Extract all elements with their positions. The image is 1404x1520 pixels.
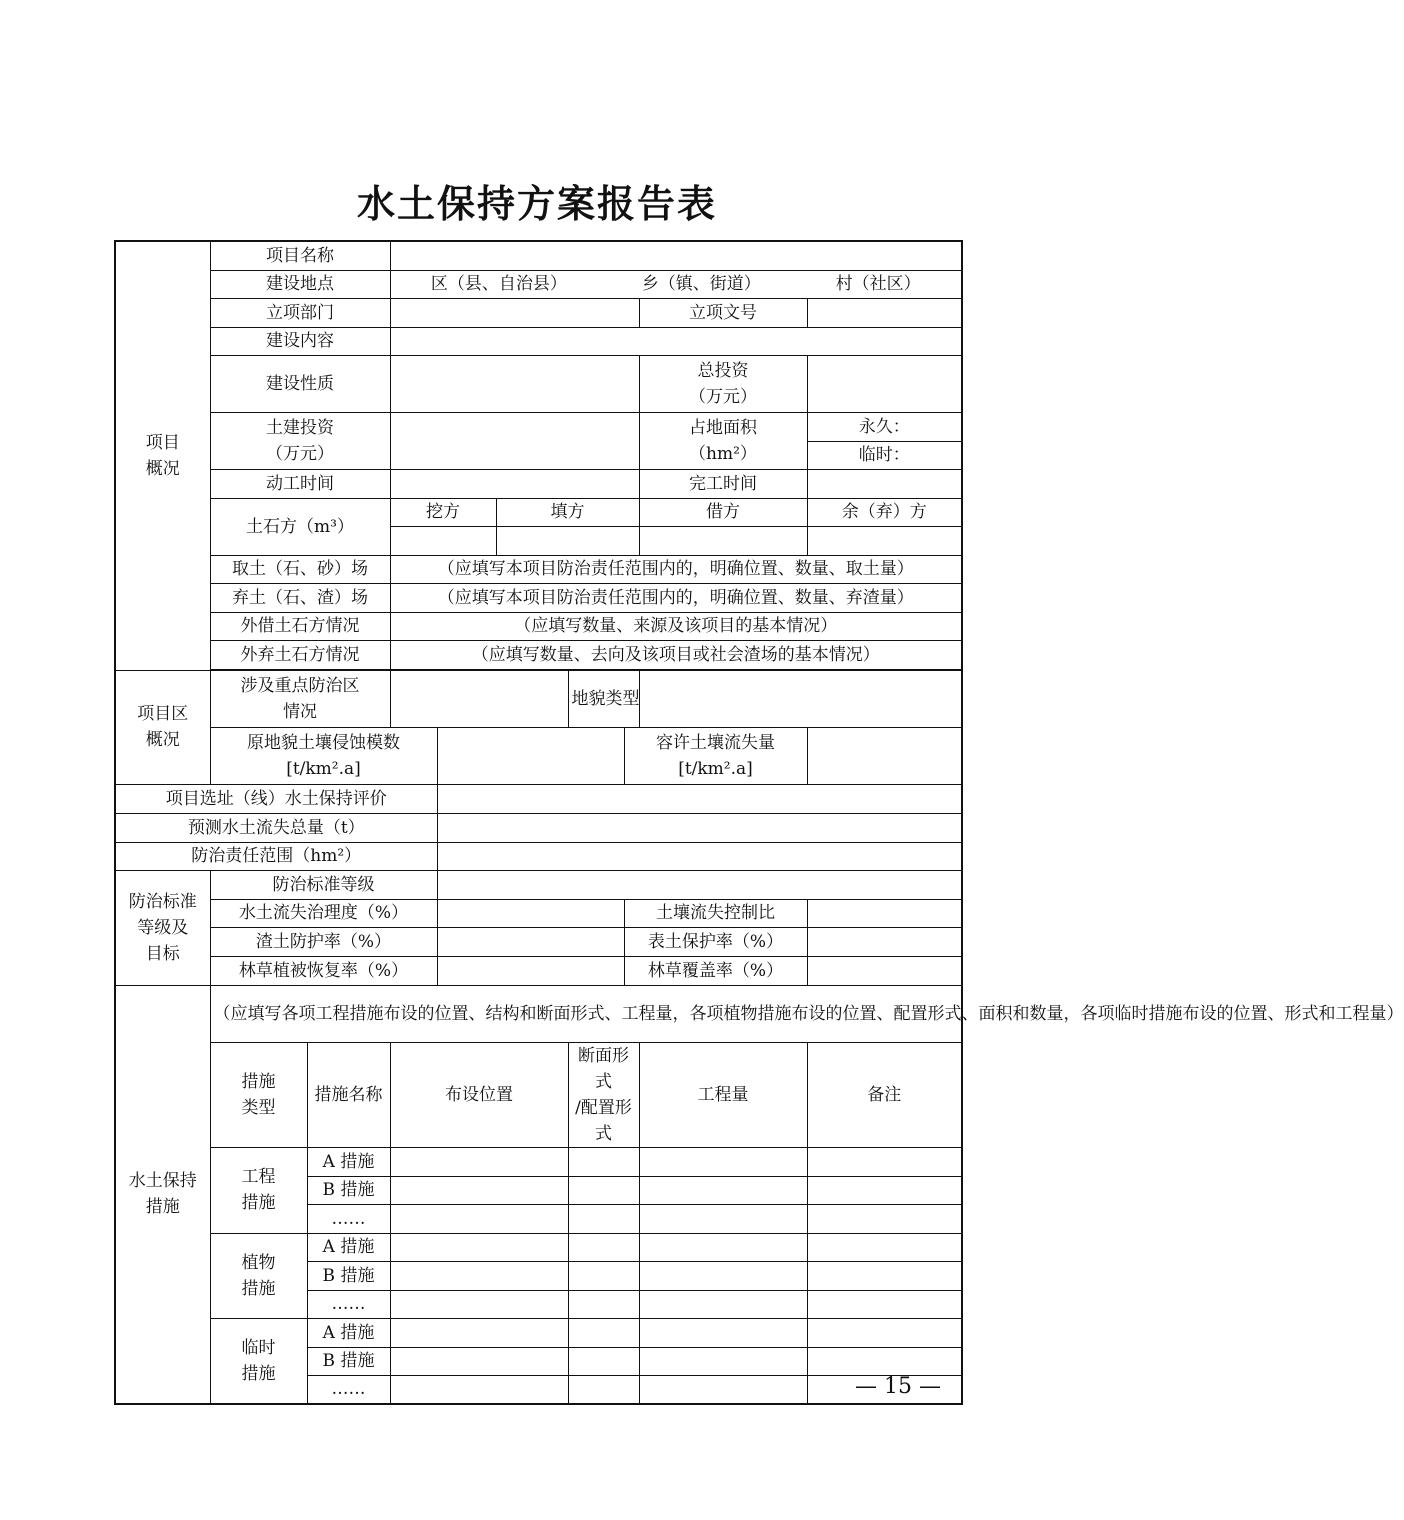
field-grade[interactable] (437, 870, 962, 899)
measure-cell[interactable] (568, 1261, 639, 1290)
header-waste: 余（弃）方 (807, 498, 962, 526)
measure-cell[interactable] (639, 1147, 807, 1176)
measure-cell[interactable] (568, 1290, 639, 1318)
measure-cell[interactable] (639, 1375, 807, 1404)
label-nature: 建设性质 (210, 355, 390, 412)
field-approval-no[interactable] (807, 298, 962, 327)
measure-type-plant: 植物 措施 (210, 1233, 307, 1318)
label-ext-spoil: 外弃土石方情况 (210, 640, 390, 669)
section-measures: 水土保持 措施 (115, 985, 210, 1404)
page-number: — 15 — (855, 1374, 941, 1399)
field-total-invest[interactable] (807, 355, 962, 412)
label-site-eval: 项目选址（线）水土保持评价 (115, 784, 437, 813)
field-project-name[interactable] (390, 241, 962, 270)
label-content: 建设内容 (210, 327, 390, 355)
field-waste[interactable] (807, 526, 962, 555)
section-project-overview: 项目 概况 (115, 241, 210, 670)
measure-cell[interactable] (568, 1233, 639, 1261)
field-civil-invest[interactable] (390, 412, 639, 469)
note-ext-borrow: （应填写数量、来源及该项目的基本情况） (390, 612, 962, 640)
label-civil-invest: 土建投资 （万元） (210, 412, 390, 469)
measure-cell[interactable] (807, 1147, 962, 1176)
label-location: 建设地点 (210, 270, 390, 298)
measure-cell[interactable] (568, 1375, 639, 1404)
location-district: 区（县、自治县） (430, 274, 567, 294)
note-measures: （应填写各项工程措施布设的位置、结构和断面形式、工程量，各项植物措施布设的位置、配置形式、面积和数量，各项临时措施布设的位置、形式和工程量） (210, 985, 962, 1042)
measure-cell[interactable] (568, 1347, 639, 1375)
field-start-time[interactable] (390, 469, 639, 498)
measure-item: B 措施 (307, 1176, 390, 1204)
label-spoil-site: 弃土（石、渣）场 (210, 583, 390, 612)
measure-item: A 措施 (307, 1233, 390, 1261)
label-approval-no: 立项文号 (639, 298, 807, 327)
measure-cell[interactable] (807, 1290, 962, 1318)
label-grade: 防治标准等级 (210, 870, 437, 899)
field-resp-range[interactable] (437, 842, 962, 870)
measure-type-temporary: 临时 措施 (210, 1318, 307, 1404)
label-borrow-site: 取土（石、砂）场 (210, 555, 390, 583)
label-start-time: 动工时间 (210, 469, 390, 498)
measure-cell[interactable] (390, 1347, 568, 1375)
measure-item: …… (307, 1204, 390, 1233)
field-fill[interactable] (496, 526, 639, 555)
header-position: 布设位置 (390, 1042, 568, 1147)
measure-cell[interactable] (639, 1204, 807, 1233)
report-form-table (114, 240, 1404, 1405)
measure-item: A 措施 (307, 1318, 390, 1347)
label-erosion-modulus: 原地貌土壤侵蚀模数 [t/km².a] (210, 727, 437, 784)
field-veg-cover[interactable] (807, 956, 962, 985)
measure-cell[interactable] (390, 1233, 568, 1261)
label-resp-range: 防治责任范围（hm²） (115, 842, 437, 870)
note-spoil-site: （应填写本项目防治责任范围内的，明确位置、数量、弃渣量） (390, 583, 962, 612)
field-key-zone[interactable] (390, 670, 568, 727)
measure-cell[interactable] (390, 1318, 568, 1347)
note-borrow-site: （应填写本项目防治责任范围内的，明确位置、数量、取土量） (390, 555, 962, 583)
label-loss-control-ratio: 土壤流失控制比 (624, 899, 807, 927)
label-predicted-loss: 预测水土流失总量（t） (115, 813, 437, 842)
measure-cell[interactable] (390, 1176, 568, 1204)
field-end-time[interactable] (807, 469, 962, 498)
measure-item: …… (307, 1375, 390, 1404)
field-borrow[interactable] (639, 526, 807, 555)
measure-item: …… (307, 1290, 390, 1318)
measure-cell[interactable] (568, 1176, 639, 1204)
field-site-eval[interactable] (437, 784, 962, 813)
measure-cell[interactable] (807, 1176, 962, 1204)
measure-item: B 措施 (307, 1347, 390, 1375)
measure-cell[interactable] (807, 1204, 962, 1233)
measure-cell[interactable] (390, 1147, 568, 1176)
measure-cell[interactable] (390, 1290, 568, 1318)
field-approval-dept[interactable] (390, 298, 639, 327)
label-end-time: 完工时间 (639, 469, 807, 498)
measure-cell[interactable] (639, 1318, 807, 1347)
measure-cell[interactable] (639, 1290, 807, 1318)
label-ext-borrow: 外借土石方情况 (210, 612, 390, 640)
header-borrow: 借方 (639, 498, 807, 526)
field-control-degree[interactable] (437, 899, 624, 927)
field-veg-restore[interactable] (437, 956, 624, 985)
label-allowable-loss: 容许土壤流失量 [t/km².a] (624, 727, 807, 784)
label-topsoil-protect: 表土保护率（%） (624, 927, 807, 956)
page-title: 水土保持方案报告表 (356, 181, 717, 226)
field-landform[interactable] (639, 670, 962, 727)
measure-cell[interactable] (568, 1147, 639, 1176)
field-location[interactable] (390, 270, 962, 298)
header-measure-type: 措施 类型 (210, 1042, 307, 1147)
measure-cell[interactable] (390, 1204, 568, 1233)
field-allowable-loss[interactable] (807, 727, 962, 784)
measure-cell[interactable] (390, 1261, 568, 1290)
measure-cell[interactable] (639, 1261, 807, 1290)
label-approval-dept: 立项部门 (210, 298, 390, 327)
location-town: 乡（镇、街道） (641, 274, 761, 294)
label-veg-restore: 林草植被恢复率（%） (210, 956, 437, 985)
measure-cell[interactable] (568, 1318, 639, 1347)
field-topsoil-protect[interactable] (807, 927, 962, 956)
measure-cell[interactable] (568, 1204, 639, 1233)
measure-cell[interactable] (807, 1261, 962, 1290)
location-village: 村（社区） (835, 274, 921, 294)
header-excavation: 挖方 (390, 498, 496, 526)
measure-cell[interactable] (807, 1318, 962, 1347)
header-fill: 填方 (496, 498, 639, 526)
label-total-invest: 总投资 （万元） (639, 355, 807, 412)
measure-item: A 措施 (307, 1147, 390, 1176)
label-project-name: 项目名称 (210, 241, 390, 270)
field-content[interactable] (390, 327, 962, 355)
note-ext-spoil: （应填写数量、去向及该项目或社会渣场的基本情况） (390, 640, 962, 669)
measure-cell[interactable] (807, 1233, 962, 1261)
label-control-degree: 水土流失治理度（%） (210, 899, 437, 927)
label-veg-cover: 林草覆盖率（%） (624, 956, 807, 985)
header-remark: 备注 (807, 1042, 962, 1147)
measure-cell[interactable] (639, 1233, 807, 1261)
field-slag-protect[interactable] (437, 927, 624, 956)
field-erosion-modulus[interactable] (437, 727, 624, 784)
measure-cell[interactable] (639, 1176, 807, 1204)
header-measure-name: 措施名称 (307, 1042, 390, 1147)
measure-cell[interactable] (639, 1347, 807, 1375)
field-nature[interactable] (390, 355, 639, 412)
field-loss-control-ratio[interactable] (807, 899, 962, 927)
label-slag-protect: 渣土防护率（%） (210, 927, 437, 956)
measure-type-engineering: 工程 措施 (210, 1147, 307, 1233)
measure-cell[interactable] (807, 1347, 962, 1375)
section-standards: 防治标准 等级及 目标 (115, 870, 210, 985)
header-quantity: 工程量 (639, 1042, 807, 1147)
label-land-area: 占地面积 （hm²） (639, 412, 807, 469)
label-permanent: 永久： (807, 412, 962, 441)
field-excavation[interactable] (390, 526, 496, 555)
header-section-form: 断面形式 /配置形式 (568, 1042, 639, 1147)
measure-cell[interactable] (390, 1375, 568, 1404)
measure-item: B 措施 (307, 1261, 390, 1290)
label-earthwork: 土石方（m³） (210, 498, 390, 555)
label-landform: 地貌类型 (568, 670, 639, 727)
section-area-overview: 项目区 概况 (115, 670, 210, 784)
label-key-zone: 涉及重点防治区 情况 (210, 670, 390, 727)
field-predicted-loss[interactable] (437, 813, 962, 842)
label-temporary: 临时： (807, 441, 962, 469)
